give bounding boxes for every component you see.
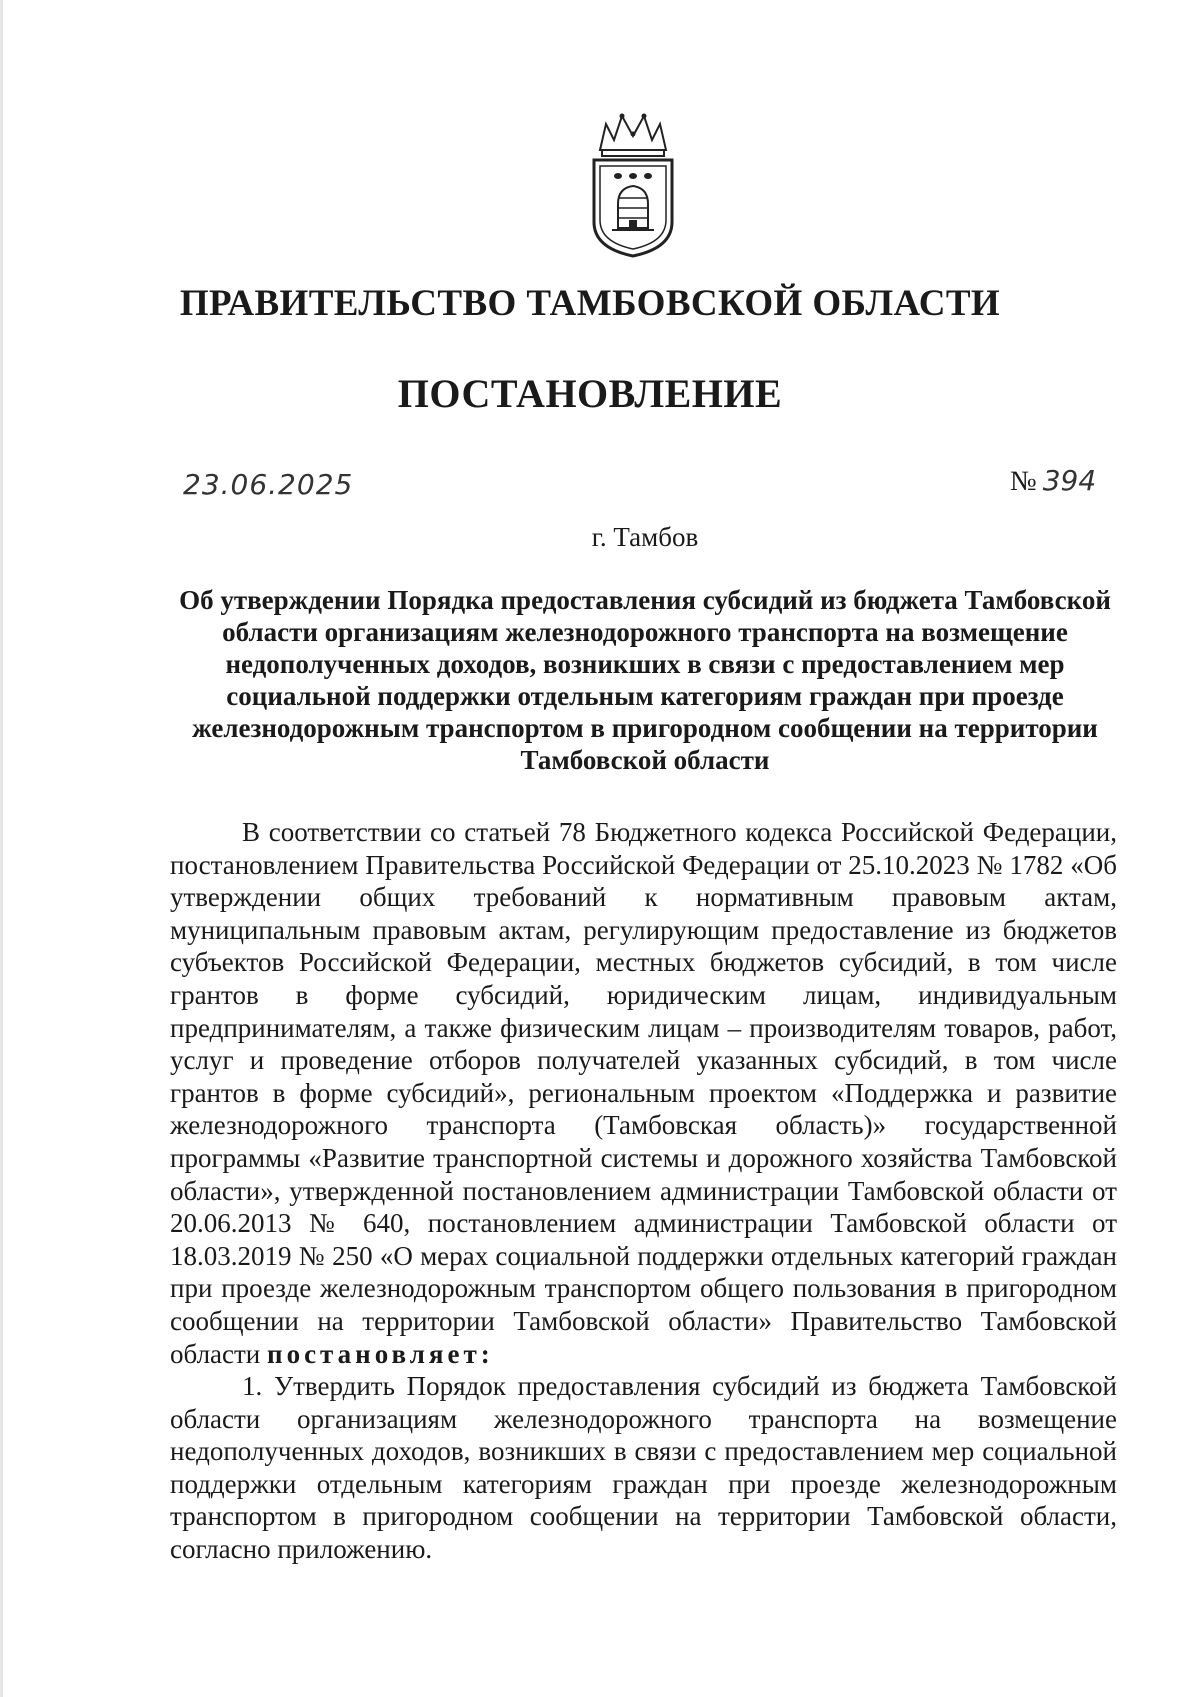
preamble-paragraph xyxy=(170,816,1117,1370)
item-1-paragraph: 1. Утвердить Порядок предоставления субсидий из бюджета Тамбовской области организациям железнодорожного транспорта на возмещение недополученных доходов, возникших в связи с предоставлением мер социальной поддержки отдельным категориям граждан при проезде железнодорожным транспортом в пригородном сообщении на территории Тамбовской области, согласно приложению. xyxy=(170,1371,1117,1565)
scan-edge xyxy=(0,0,3,1697)
city-line: г. Тамбов xyxy=(591,522,699,552)
document-number xyxy=(1010,464,1096,498)
number-prefix: № xyxy=(1010,466,1037,497)
number-value: 394 xyxy=(1042,464,1097,497)
preamble-text: В соответствии со статьей 78 Бюджетного кодекса Российской Федерации, постановлением Правительства Российской Федерации от 25.10.2023 № 1782 «Об утверждении общих требований к нормативным правовым актам, муниципальным правовым актам, регулирующим предоставление из бюджетов субъектов Российской Федерации, местных бюджетов субсидий, в том числе грантов в форме субсидий, юридическим лицам, индивидуальным предпринимателям, а также физическим лицам – производителям товаров, работ, услуг и проведение отборов получателей указанных субсидий, в том числе грантов в форме субсидий», региональным проектом «Поддержка и развитие железнодорожного транспорта (Тамбовская область)» государственной программы «Развитие транспортной системы и дорожного хозяйства Тамбовской области», утвержденной постановлением администрации Тамбовской области от 20.06.2013 № 640, постановлением администрации Тамбовской области от 18.03.2019 № 250 «О мерах социальной поддержки отдельных категорий граждан при проезде железнодорожным транспортом общего пользования в пригородном сообщении на территории Тамбовской области» Правительство Тамбовской области xyxy=(170,817,1117,1369)
document-type-heading: ПОСТАНОВЛЕНИЕ xyxy=(397,371,783,416)
resolves-word: постановляет: xyxy=(267,1338,494,1369)
document-subject: Об утверждении Порядка предоставления субсидий из бюджета Тамбовской области организациям железнодорожного транспорта на возмещение недополученных доходов, возникших в связи с предоставлением мер социальной поддержки отдельным категориям граждан при проезде железнодорожным транспортом в пригородном сообщении на территории Тамбовской области xyxy=(179,585,1111,775)
tambov-coat-of-arms-icon xyxy=(588,110,678,260)
document-body xyxy=(170,816,1117,1566)
organization-title: ПРАВИТЕЛЬСТВО ТАМБОВСКОЙ ОБЛАСТИ xyxy=(179,283,1001,324)
document-date: 23.06.2025 xyxy=(183,468,354,501)
